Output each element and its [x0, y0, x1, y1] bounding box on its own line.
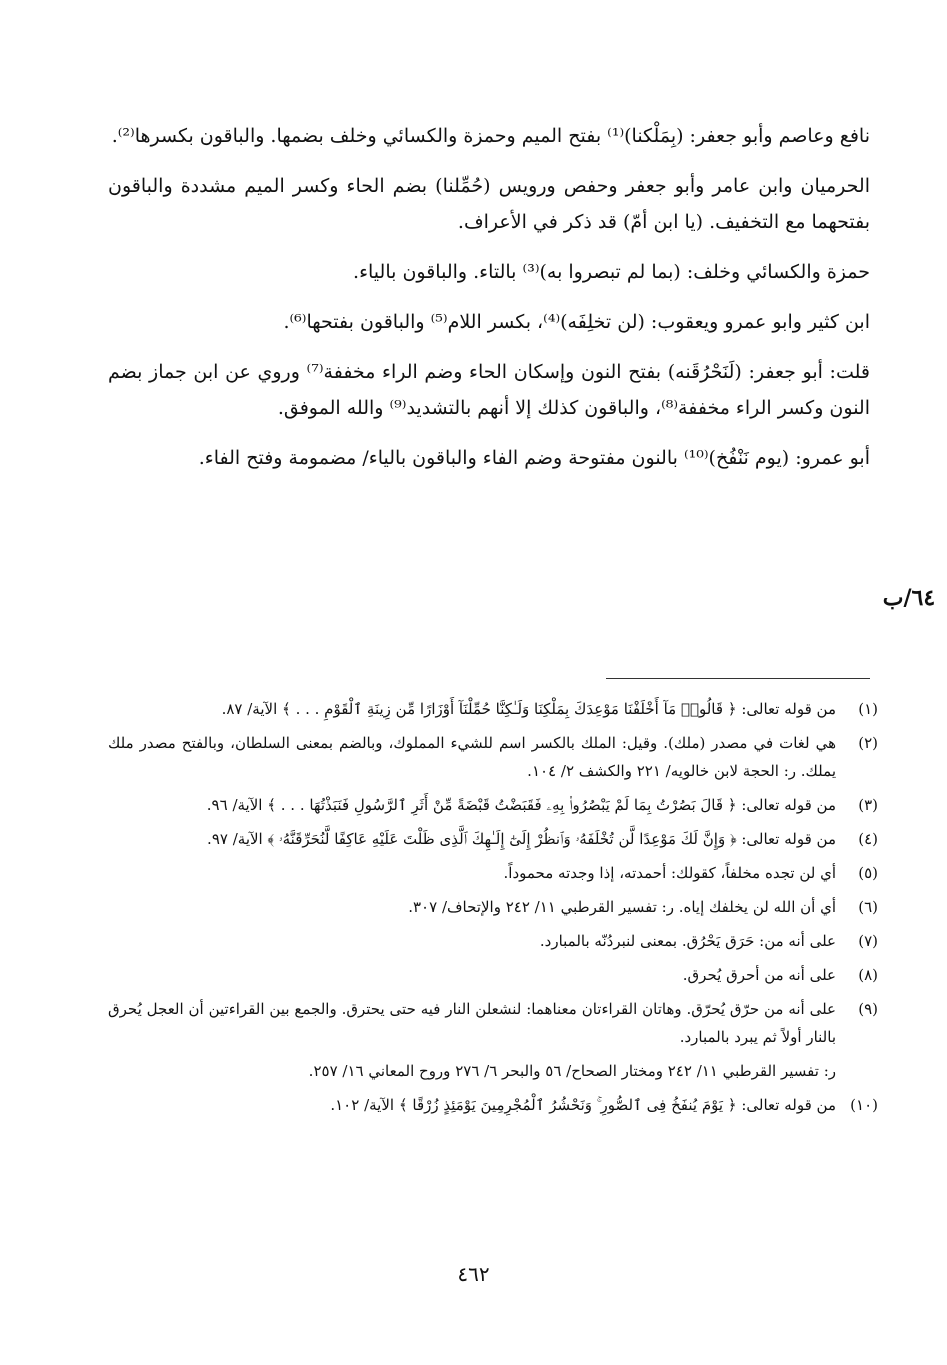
footnote-number: (٥): [858, 864, 878, 882]
footnote-number: (٧): [858, 932, 878, 950]
footnote-number: (١٠): [850, 1096, 878, 1114]
manuscript-folio-marker: ٦٤/ب: [882, 585, 936, 611]
paragraph-3: حمزة والكسائي وخلف: (بما لم تبصروا به)⁽³⁾ بالتاء. والباقون بالياء.: [353, 261, 870, 283]
footnote-text: من قوله تعالى: ﴿ قَالُوا۟ مَآ أَخْلَفْنَا مَوْعِدَكَ بِمَلْكِنَا وَلَـٰكِنَّا حُمِّلْنَآ أَوْزَارًا مِّن زِينَةِ ٱلْقَوْمِ . . . ﴾ الآية/ ٨٧.: [221, 700, 836, 718]
footnote-text: ر: تفسير القرطبي ١١/ ٢٤٢ ومختار الصحاح/ ٥٦ والبحر ٦/ ٢٧٦ وروح المعاني ١٦/ ٢٥٧.: [308, 1062, 836, 1080]
footnote-text: على أنه من حرّق يُحرّق. وهاتان القراءتان معناهما: لنشعلن النار فيه حتى يحترق. والجمع بين القراءتين أن العجل يُحرق بالنار أولاً ثم يبرد بالمبارد.: [108, 1000, 836, 1046]
footnote-2: [108, 729, 878, 785]
footnote-1: [108, 695, 878, 723]
footnote-number: (١): [858, 700, 878, 718]
paragraph-5: قلت: أبو جعفر: (لَنَحْرُقَنه) بفتح النون وإسكان الحاء وضم الراء مخففة⁽⁷⁾ وروي عن ابن جماز بضم النون وكسر الراء مخففة⁽⁸⁾، والباقون كذلك إلا أنهم بالتشديد⁽⁹⁾ والله الموفق.: [108, 361, 870, 419]
footnote-6: [108, 893, 878, 921]
footnote-10: [108, 1091, 878, 1119]
paragraph-1: نافع وعاصم وأبو جعفر: (بِمَلْكنا)⁽¹⁾ بفتح الميم وحمزة والكسائي وخلف بضمها. والباقون بكسرها⁽²⁾.: [111, 125, 870, 147]
footnote-text: أي أن الله لن يخلفك إياه. ر: تفسير القرطبي ١١/ ٢٤٢ والإتحاف/ ٣٠٧.: [408, 898, 836, 916]
main-text: [108, 118, 870, 490]
footnote-text: على أنه من: حَرَق يَحْرُق. بمعنى لنبردُنّه بالمبارد.: [539, 932, 836, 950]
footnote-text: من قوله تعالى: ﴿ وَإِنَّ لَكَ مَوْعِدًا لَّن تُخْلَفَهُۥ وَٱنظُرْ إِلَىٰٓ إِلَـٰهِكَ ٱلَّذِى ظَلْتَ عَلَيْهِ عَاكِفًا لَّنُحَرِّقَنَّهُۥ ﴾ الآية/ ٩٧.: [207, 830, 836, 848]
footnotes: [108, 695, 878, 1125]
footnote-number: (٣): [858, 796, 878, 814]
footnote-separator: [606, 678, 870, 679]
footnote-9-references: [108, 1057, 878, 1085]
footnote-8: [108, 961, 878, 989]
footnote-number: (٤): [858, 830, 878, 848]
footnote-7: [108, 927, 878, 955]
footnote-4: [108, 825, 878, 853]
page-number: ٤٦٢: [457, 1262, 490, 1286]
footnote-5: [108, 859, 878, 887]
footnote-text: من قوله تعالى: ﴿ يَوْمَ يُنفَخُ فِى ٱلصُّورِ ۚ وَنَحْشُرُ ٱلْمُجْرِمِينَ يَوْمَئِذٍ زُرْقًا ﴾ الآية/ ١٠٢.: [330, 1096, 836, 1114]
footnote-text: على أنه من أحرق يُحرق.: [682, 966, 836, 984]
paragraph-6: أبو عمرو: (يوم نَنْفُخ)⁽¹⁰⁾ بالنون مفتوحة وضم الفاء والباقون بالياء/ مضمومة وفتح الفاء.: [198, 447, 870, 469]
footnote-text: من قوله تعالى: ﴿ قَالَ بَصُرْتُ بِمَا لَمْ يَبْصُرُوا۟ بِهِۦ فَقَبَضْتُ قَبْضَةً مِّنْ أَثَرِ ٱلرَّسُولِ فَنَبَذْتُهَا . . . ﴾ الآية/ ٩٦.: [206, 796, 836, 814]
paragraph-4: ابن كثير وابو عمرو ويعقوب: (لن تخلِفَه)⁽⁴⁾، بكسر اللام⁽⁵⁾ والباقون بفتحها⁽⁶⁾.: [283, 311, 870, 333]
footnote-number: (٦): [858, 898, 878, 916]
footnote-text: أي لن تجده مخلفاً، كقولك: أحمدته، إذا وجدته محموداً.: [503, 864, 836, 882]
footnote-9: [108, 995, 878, 1051]
footnote-text: هي لغات في مصدر (ملك). وقيل: الملك بالكسر اسم للشيء المملوك، وبالضم بمعنى السلطان، وبالفتح مصدر ملك يملك. ر: الحجة لابن خالويه/ ٢٢١ والكشف ٢/ ١٠٤.: [108, 734, 836, 780]
footnote-number: (٢): [858, 734, 878, 752]
footnote-number: (٩): [858, 1000, 878, 1018]
footnote-3: [108, 791, 878, 819]
footnote-number: (٨): [858, 966, 878, 984]
paragraph-2: الحرميان وابن عامر وأبو جعفر وحفص ورويس (حُمِّلنا) بضم الحاء وكسر الميم مشددة والباقون بفتحهما مع التخفيف. (يا ابن أمّ) قد ذكر في الأعراف.: [108, 175, 870, 233]
footnote-number: [836, 1057, 878, 1085]
